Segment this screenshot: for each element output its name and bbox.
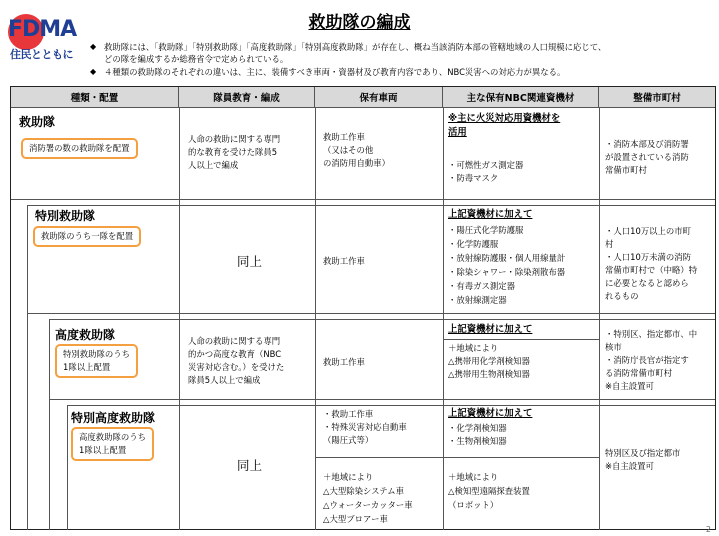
divider <box>49 319 715 320</box>
cities-text: ・特別区、指定都市、中 核市 ・消防庁長官が指定す る消防常備市町村 ※自主設置可 <box>605 329 698 391</box>
diamond-bullet-icon: ◆ <box>90 66 97 76</box>
placement-box: 救助隊のうち一隊を配置 <box>33 226 141 247</box>
divider <box>27 205 28 530</box>
education-text: 人命の救助に関する専門 的な教育を受けた隊員5 人以上で編成 <box>188 134 281 170</box>
equipment-text: ＋地域により △携帯用化学剤検知器 △携帯用生物剤検知器 <box>448 343 530 379</box>
equipment-text: ・化学剤検知器 ・生物剤検知器 <box>448 423 507 446</box>
divider <box>27 205 715 206</box>
page-title: 救助隊の編成 <box>308 13 411 33</box>
education-text: 同上 <box>237 254 263 269</box>
equipment-heading: 上記資機材に加えて <box>448 324 533 335</box>
header-type: 種類・配置 <box>11 87 179 108</box>
note-item <box>90 66 710 78</box>
equipment-text: ・陽圧式化学防護服 ・化学防護服 ・放射線防護服・個人用線量計 ・除染シャワー・除染剤散布器 ・有毒ガス測定器 ・放射線測定器 <box>448 225 566 305</box>
cities-text: ・消防本部及び消防署 が設置されている消防 常備市町村 <box>605 139 689 175</box>
vehicles-text: 救助工作車 （又はその他 の消防用自動車） <box>323 132 390 168</box>
rescue-team-table <box>10 86 716 530</box>
divider <box>27 313 715 314</box>
equipment-heading: 上記資機材に加えて <box>448 408 533 419</box>
equipment-heading: 上記資機材に加えて <box>448 209 533 220</box>
svg-text:FDMA: FDMA <box>8 17 77 42</box>
placement-box: 高度救助隊のうち 1隊以上配置 <box>71 427 154 461</box>
education-text: 同上 <box>237 458 263 473</box>
placement-box: 消防署の数の救助隊を配置 <box>21 138 138 159</box>
row-name-special-rescue: 特別救助隊 <box>35 209 96 223</box>
notes <box>90 41 710 78</box>
row-name-advanced-rescue: 高度救助隊 <box>55 328 116 342</box>
cities-text: 特別区及び指定都市 ※自主設置可 <box>605 448 681 471</box>
vehicles-text: ・救助工作車 ・特殊災害対応自動車 （陽圧式等） <box>323 409 407 445</box>
header-education: 隊員教育・編成 <box>179 87 315 108</box>
note-text: 救助隊には、「救助隊」「特別救助隊」「高度救助隊」「特別高度救助隊」が存在し、概ね当該消防本部の管轄地域の人口規模に応じて、 どの隊を編成するか総務省令で定められている。 <box>104 42 607 65</box>
equipment-text: ・可燃性ガス測定器 ・防毒マスク <box>448 160 524 183</box>
cities-text: ・人口10万以上の市町 村 ・人口10万未満の消防 常備市町村で（中略）特 に必要となると認めら れるもの <box>605 226 698 301</box>
note-text: ４種類の救助隊のそれぞれの違いは、主に、装備すべき車両・資器材及び教育内容であり、NBC災害への対応力が異なる。 <box>104 66 566 77</box>
vehicles-text: 救助工作車 <box>323 357 365 367</box>
divider <box>49 319 50 530</box>
divider <box>11 199 715 200</box>
note-item <box>90 41 710 66</box>
logo-subtitle: 住民とともに <box>10 48 73 61</box>
row-name-rescue: 救助隊 <box>19 115 56 129</box>
divider <box>315 457 599 458</box>
diamond-bullet-icon: ◆ <box>90 42 97 51</box>
equipment-extra-text: ＋地域により △検知型遠隔探査装置 （ロボット） <box>448 472 530 510</box>
divider <box>49 399 715 400</box>
divider <box>443 339 599 340</box>
vehicles-extra-text: ＋地域により △大型除染システム車 △ウォーターカッター車 △大型ブロアー車 <box>323 472 413 524</box>
vehicles-text: 救助工作車 <box>323 256 365 266</box>
education-text: 人命の救助に関する専門 的かつ高度な教育（NBC 災害対応含む。）を受けた 隊員5人以上で編成 <box>188 336 285 385</box>
divider <box>67 405 68 530</box>
equipment-heading: ※主に火災対応用資機材を 活用 <box>448 113 561 138</box>
header-cities: 整備市町村 <box>599 87 715 108</box>
header-equipment: 主な保有NBC関連資機材 <box>443 87 599 108</box>
placement-box: 特別救助隊のうち 1隊以上配置 <box>55 344 138 378</box>
row-name-special-advanced-rescue: 特別高度救助隊 <box>71 411 156 425</box>
page-number: 2 <box>705 525 711 534</box>
header-vehicles: 保有車両 <box>315 87 443 108</box>
divider <box>67 405 715 406</box>
